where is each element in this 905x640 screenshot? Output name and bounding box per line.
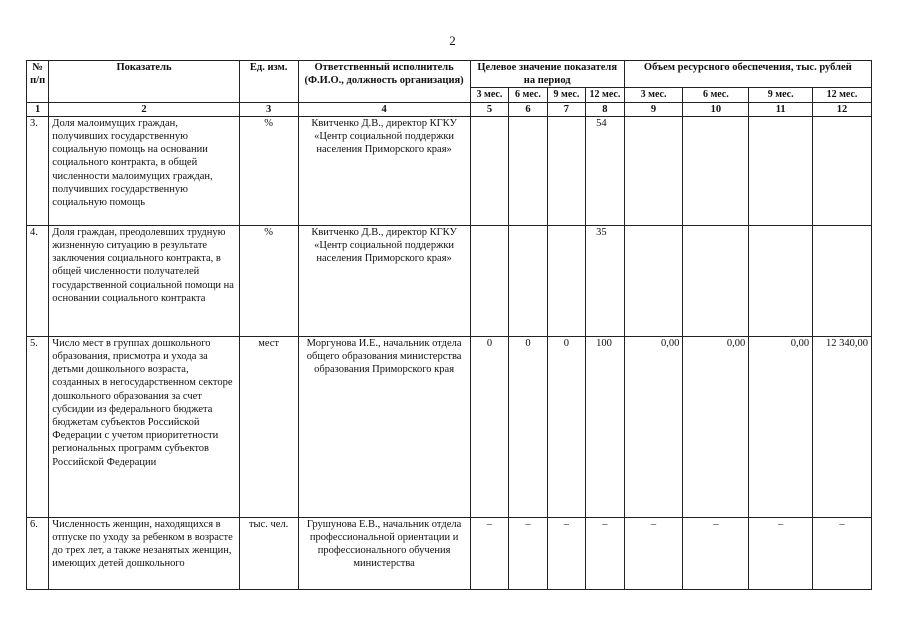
header-resources: Объем ресурсного обеспечения, тыс. рублей [624, 61, 871, 88]
row-number: 5. [27, 336, 49, 517]
row-unit: % [239, 116, 298, 225]
row-target-value: 35 [586, 225, 625, 336]
row-responsible: Квитченко Д.В., директор КГКУ «Центр социальной поддержки населения Приморского края» [298, 225, 470, 336]
row-target-value: 0 [547, 336, 585, 517]
row-unit: тыс. чел. [239, 517, 298, 589]
header-resource-period: 12 мес. [813, 88, 872, 102]
row-resource-value [749, 116, 813, 225]
column-number: 8 [586, 102, 625, 116]
row-target-value [509, 116, 547, 225]
column-number: 4 [298, 102, 470, 116]
row-resource-value [683, 225, 749, 336]
table-row [27, 517, 872, 589]
header-target: Целевое значение показателя на период [470, 61, 624, 88]
column-number: 12 [813, 102, 872, 116]
indicators-table [26, 60, 872, 590]
row-resource-value [749, 225, 813, 336]
column-number: 6 [509, 102, 547, 116]
row-resource-value [813, 116, 872, 225]
row-target-value [470, 225, 508, 336]
row-target-value [509, 225, 547, 336]
row-target-value [547, 225, 585, 336]
column-number: 11 [749, 102, 813, 116]
row-indicator: Число мест в группах дошкольного образования, присмотра и ухода за детьми дошкольного возраста, созданных в негосударственном секторе дошкольного образования за счет субсидии из федерального бюджета бюджетам субъектов Российской Федерации с учетом приоритетности региональных программ субъектов Российской Федерации [49, 336, 239, 517]
row-resource-value: – [683, 517, 749, 589]
row-target-value: 100 [586, 336, 625, 517]
row-target-value [470, 116, 508, 225]
row-resource-value: – [813, 517, 872, 589]
row-resource-value: 0,00 [624, 336, 683, 517]
table-row [27, 116, 872, 225]
header-target-period: 12 мес. [586, 88, 625, 102]
row-target-value: – [470, 517, 508, 589]
row-indicator: Доля граждан, преодолевших трудную жизненную ситуацию в результате заключения социального контракта, в общей численности получателей государственной социальной помощи на основании социального контракта [49, 225, 239, 336]
header-resource-period: 3 мес. [624, 88, 683, 102]
column-number: 7 [547, 102, 585, 116]
row-resource-value [683, 116, 749, 225]
column-number: 5 [470, 102, 508, 116]
row-target-value: – [547, 517, 585, 589]
row-resource-value [624, 225, 683, 336]
header-num: № п/п [27, 61, 49, 103]
header-target-period: 3 мес. [470, 88, 508, 102]
header-resource-period: 6 мес. [683, 88, 749, 102]
row-resource-value: – [624, 517, 683, 589]
row-resource-value [624, 116, 683, 225]
header-responsible: Ответственный исполнитель (Ф.И.О., должность организация) [298, 61, 470, 103]
column-number: 1 [27, 102, 49, 116]
row-responsible: Квитченко Д.В., директор КГКУ «Центр социальной поддержки населения Приморского края» [298, 116, 470, 225]
row-number: 6. [27, 517, 49, 589]
table-row [27, 336, 872, 517]
row-indicator: Численность женщин, находящихся в отпуске по уходу за ребенком в возрасте до трех лет, а также незанятых женщин, имеющих детей дошкольного [49, 517, 239, 589]
row-resource-value: 12 340,00 [813, 336, 872, 517]
row-unit: % [239, 225, 298, 336]
row-responsible: Моргунова И.Е., начальник отдела общего образования министерства образования Приморского края [298, 336, 470, 517]
column-number: 9 [624, 102, 683, 116]
row-unit: мест [239, 336, 298, 517]
header-indicator: Показатель [49, 61, 239, 103]
header-unit: Ед. изм. [239, 61, 298, 103]
row-resource-value: 0,00 [749, 336, 813, 517]
row-target-value: 0 [470, 336, 508, 517]
row-resource-value: – [749, 517, 813, 589]
row-target-value [547, 116, 585, 225]
header-target-period: 6 мес. [509, 88, 547, 102]
column-number: 3 [239, 102, 298, 116]
page-number: 2 [449, 33, 456, 48]
row-responsible: Грушунова Е.В., начальник отдела профессиональной ориентации и профессионального обучения министерства [298, 517, 470, 589]
row-indicator: Доля малоимущих граждан, получивших государственную социальную помощь на основании социального контракта, в общей численности малоимущих граждан, получивших государственную социальную помощь [49, 116, 239, 225]
row-target-value: – [509, 517, 547, 589]
row-target-value: – [586, 517, 625, 589]
row-number: 3. [27, 116, 49, 225]
column-number: 10 [683, 102, 749, 116]
row-target-value: 0 [509, 336, 547, 517]
row-number: 4. [27, 225, 49, 336]
header-resource-period: 9 мес. [749, 88, 813, 102]
row-target-value: 54 [586, 116, 625, 225]
row-resource-value: 0,00 [683, 336, 749, 517]
header-target-period: 9 мес. [547, 88, 585, 102]
column-number: 2 [49, 102, 239, 116]
row-resource-value [813, 225, 872, 336]
table-row [27, 225, 872, 336]
